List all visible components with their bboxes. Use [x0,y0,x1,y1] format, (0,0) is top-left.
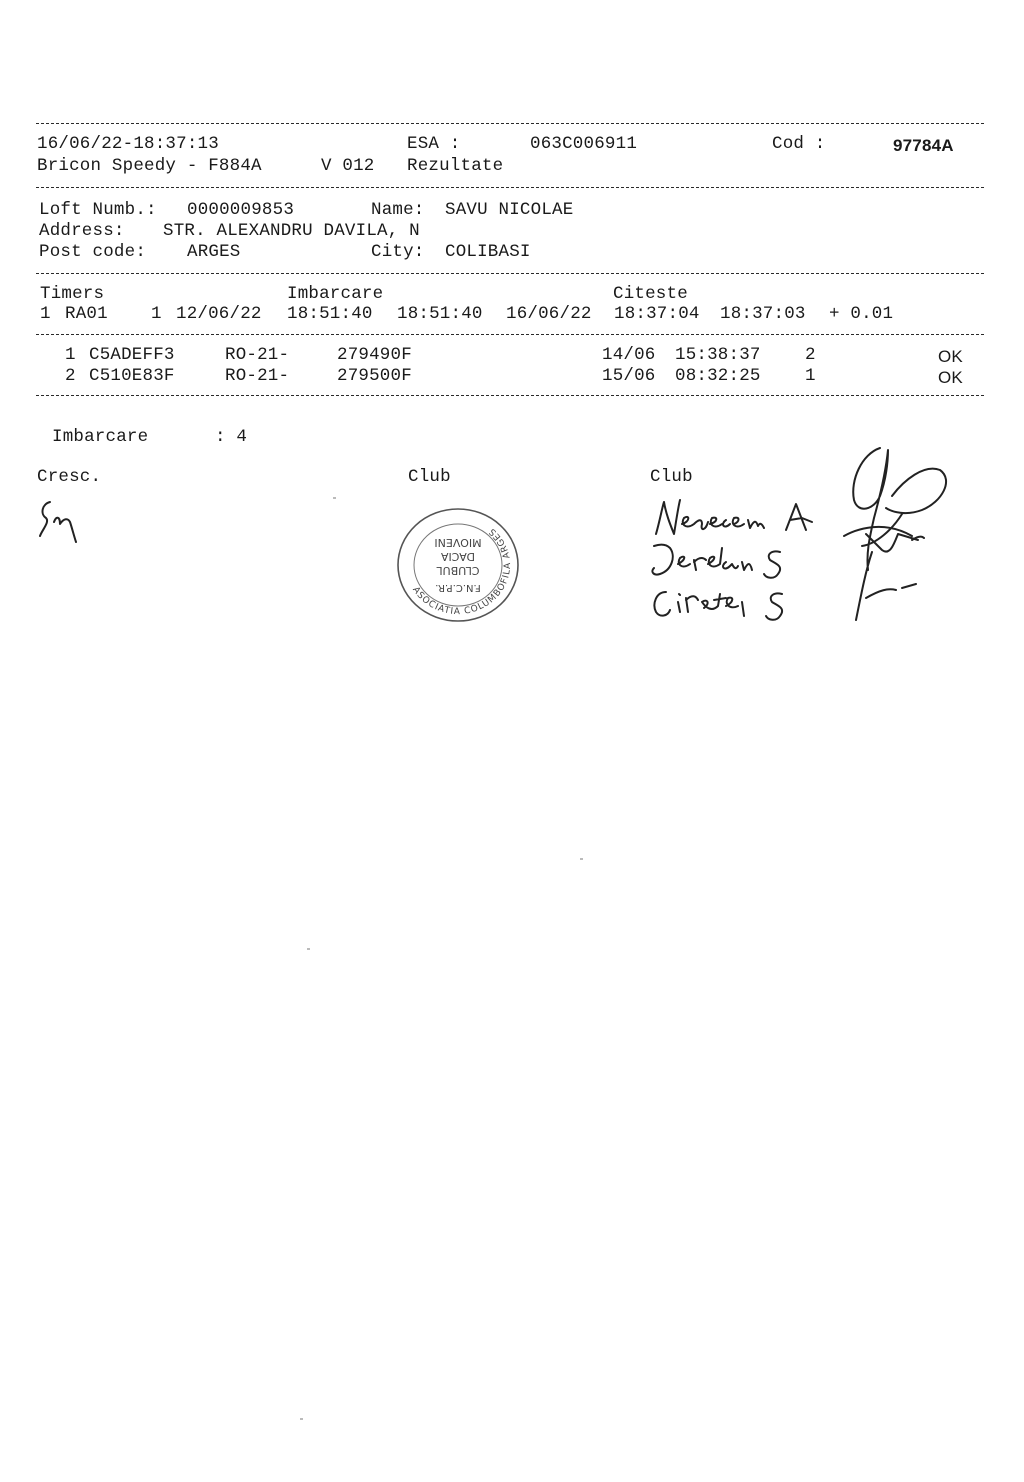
loft-value: 0000009853 [187,200,295,220]
cresc-label: Cresc. [37,467,102,487]
timer-cit-time1: 18:37:04 [614,304,700,324]
timers-label: Timers [40,284,105,304]
scan-speck [580,858,583,860]
summary-imbarcare-value: : 4 [215,427,248,447]
bird-ring: 279490F [337,345,412,365]
device-name: Bricon Speedy - F884A [37,156,262,176]
bird-prefix: RO-21- [225,345,290,365]
esa-label: ESA : [407,134,461,154]
cod-value: 97784A [893,136,954,155]
summary-imbarcare-label: Imbarcare [52,427,149,447]
large-signature [832,440,962,630]
bird-chip: C5ADEFF3 [89,345,175,365]
bird-date: 14/06 [602,345,656,365]
stamp-line3: MIOVENI [434,536,482,549]
separator-header [36,187,984,188]
bird-time: 15:38:37 [675,345,761,365]
breeder-signature [36,496,86,550]
timer-id: RA01 [65,304,108,324]
separator-timers [36,334,984,335]
citeste-header: Citeste [613,284,688,304]
postcode-label: Post code: [39,242,147,262]
bird-ring: 279500F [337,366,412,386]
separator-loft [36,273,984,274]
postcode-value: ARGES [187,242,241,262]
city-label: City: [371,242,425,262]
bird-status: OK [938,368,963,387]
address-value: STR. ALEXANDRU DAVILA, N [163,221,420,241]
bird-num: 2 [65,366,76,386]
timer-count: 1 [151,304,162,324]
stamp-line1: CLUBUL [436,564,480,577]
separator-birds [36,395,984,396]
scan-speck [333,497,336,499]
bird-num: 1 [65,345,76,365]
city-value: COLIBASI [445,242,531,262]
stamp-line2: DACIA [440,550,476,563]
club-label-2: Club [650,467,693,487]
report-title: Rezultate [407,156,504,176]
bird-date: 15/06 [602,366,656,386]
scan-speck [307,948,310,950]
club-stamp [396,507,520,623]
address-label: Address: [39,221,125,241]
bird-time: 08:32:25 [675,366,761,386]
bird-status: OK [938,347,963,366]
timer-cit-date: 16/06/22 [506,304,592,324]
timer-imb-time1: 18:51:40 [287,304,373,324]
device-version: V 012 [321,156,375,176]
stamp-top-text: F.N.C.P.R. [435,582,481,593]
timer-diff: + 0.01 [829,304,894,324]
committee-signatures [646,494,846,634]
scan-speck [300,1418,303,1420]
bird-count: 1 [805,366,816,386]
esa-value: 063C006911 [530,134,638,154]
bird-prefix: RO-21- [225,366,290,386]
timer-index: 1 [40,304,51,324]
cod-label: Cod : [772,134,826,154]
club-label-1: Club [408,467,451,487]
name-label: Name: [371,200,425,220]
stamp-ring-text: ASOCIATIA COLUMBOFILA ARGES [410,525,514,618]
timer-imb-time2: 18:51:40 [397,304,483,324]
imbarcare-header: Imbarcare [287,284,384,304]
header-datetime: 16/06/22-18:37:13 [37,134,219,154]
timer-cit-time2: 18:37:03 [720,304,806,324]
bird-chip: C510E83F [89,366,175,386]
bird-count: 2 [805,345,816,365]
name-value: SAVU NICOLAE [445,200,574,220]
timer-imb-date: 12/06/22 [176,304,262,324]
loft-label: Loft Numb.: [39,200,157,220]
separator-top [36,123,984,124]
